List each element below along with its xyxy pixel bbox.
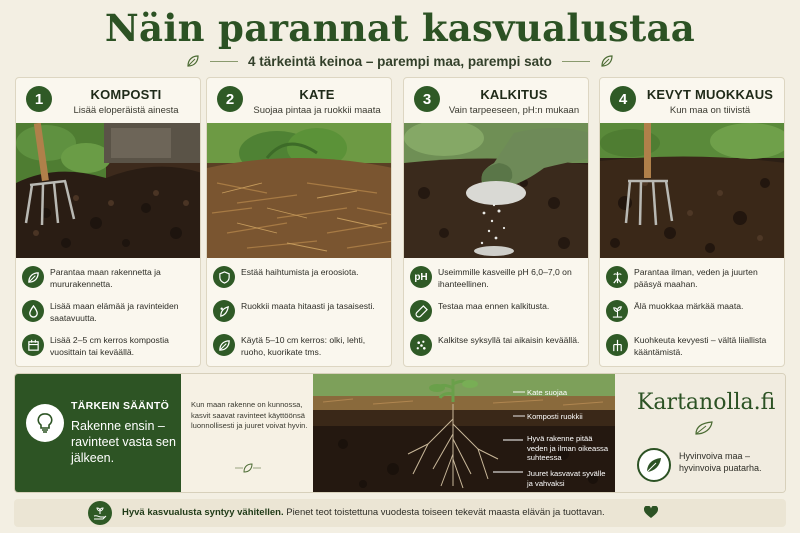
bullet-item [22,265,196,297]
page-title: Näin parannat kasvualustaa [104,6,696,50]
card-subtitle: Vain tarpeeseen, pH:n mukaan [448,105,580,116]
bullet-item [213,265,387,297]
card-title: KEVYT MUOKKAUS [646,87,774,102]
bullet-item [213,299,387,331]
diagram-label-roots: Juuret kasvavat syvälle ja vahvaksi [527,469,606,488]
key-rule-box [15,374,181,493]
calendar-icon [22,334,44,356]
mulch-photo [207,123,392,258]
bullet-text: Ruokkii maata hitaasti ja tasaisesti. [241,301,375,311]
rule-explanation: Kun maan rakenne on kunnossa, kasvit saavat ravinteet käyttöönsä luonnollisesti ja juuret voivat hyvin. [191,400,308,430]
card-kate [206,77,392,367]
leaf-ornament-icon [233,461,263,475]
step-number: 2 [217,86,243,112]
bullet-item [606,299,780,331]
liming-photo [404,123,589,258]
footer-bold: Hyvä kasvualusta syntyy vähitellen. [122,507,284,518]
granules-icon [410,334,432,356]
bullet-item [606,265,780,297]
brand-slogan: Hyvinvoiva maa – hyvinvoiva puatarha. [679,451,762,473]
heart-icon [644,506,658,519]
diagram-label-structure: Hyvä rakenne pitää veden ja ilman oikeassa suhteessa [527,434,609,462]
hand-plant-icon [88,501,112,525]
tilling-photo [600,123,785,258]
bullet-item [22,333,196,365]
test-tube-icon [410,300,432,322]
card-subtitle: Suojaa pintaa ja ruokkii maata [253,105,381,116]
footer-text [122,507,605,518]
bullet-text: Useimmille kasveille pH 6,0–7,0 on ihanteellinen. [438,267,572,289]
soil-diagram [313,374,615,493]
step-number: 3 [414,86,440,112]
bullet-text: Estää haihtumista ja eroosiota. [241,267,359,277]
bullet-item [410,265,584,297]
bullet-text: Lisää 2–5 cm kerros kompostia vuosittain tai keväällä. [50,335,169,357]
card-subtitle: Lisää eloperäistä ainesta [73,105,179,116]
card-subtitle: Kun maa on tiivistä [669,105,751,116]
bottom-panel [14,373,786,493]
bullet-item [213,333,387,365]
leaf-icon [637,448,671,482]
page-subtitle: 4 tärkeintä keinoa – parempi maa, parempi sato [248,53,552,69]
step-number: 4 [610,86,636,112]
card-komposti [15,77,201,367]
diagram-label-compost: Komposti ruokkii [527,412,583,421]
divider [562,61,590,62]
bullet-text: Kuohkeuta kevyesti – vältä liiallista kääntämistä. [634,335,767,357]
bullet-item [22,299,196,331]
card-kalkitus [403,77,589,367]
card-title: KALKITUS [480,87,548,102]
nourish-icon [213,300,235,322]
lightbulb-icon [26,404,64,442]
bullet-text: Kalkitse syksyllä tai aikaisin keväällä. [438,335,580,345]
leaf-icon [600,54,614,68]
brand-box [615,374,786,493]
leaf-icon [693,420,715,436]
leaf-icon [213,334,235,356]
rule-text: Rakenne ensin – ravinteet vasta sen jälkeen. [71,419,176,465]
leaf-icon [186,54,200,68]
roots-icon [606,266,628,288]
bullet-item [410,299,584,331]
leaf-icon [22,266,44,288]
ph-icon: pH [410,266,432,288]
bullet-item [606,333,780,365]
subtitle-row [0,52,800,70]
shield-icon [213,266,235,288]
bullet-item [410,333,584,365]
compost-photo [16,123,201,258]
step-number: 1 [26,86,52,112]
footer-banner [14,499,786,527]
card-title: KATE [299,87,335,102]
fork-icon [606,334,628,356]
bullet-text: Käytä 5–10 cm kerros: olki, lehti, ruoho, kuorikate tms. [241,335,366,357]
bullet-text: Parantaa ilman, veden ja juurten pääsyä maahan. [634,267,758,289]
card-title: KOMPOSTI [90,87,162,102]
bullet-text: Testaa maa ennen kalkitusta. [438,301,550,311]
droplet-icon [22,300,44,322]
divider [210,61,238,62]
bullet-text: Lisää maan elämää ja ravinteiden saatavuutta. [50,301,179,323]
bullet-text: Älä muokkaa märkää maata. [634,301,744,311]
rule-title: TÄRKEIN SÄÄNTÖ [71,400,170,412]
bullet-text: Parantaa maan rakennetta ja mururakennetta. [50,267,161,289]
diagram-label-mulch: Kate suojaa [527,388,568,397]
footer-body: Pienet teot toistettuna vuodesta toiseen tekevät maasta elävän ja tuottavan. [286,507,605,518]
sprout-icon [606,300,628,322]
card-kevyt-muokkaus [599,77,785,367]
brand-logo: Kartanolla.fi [637,390,776,415]
